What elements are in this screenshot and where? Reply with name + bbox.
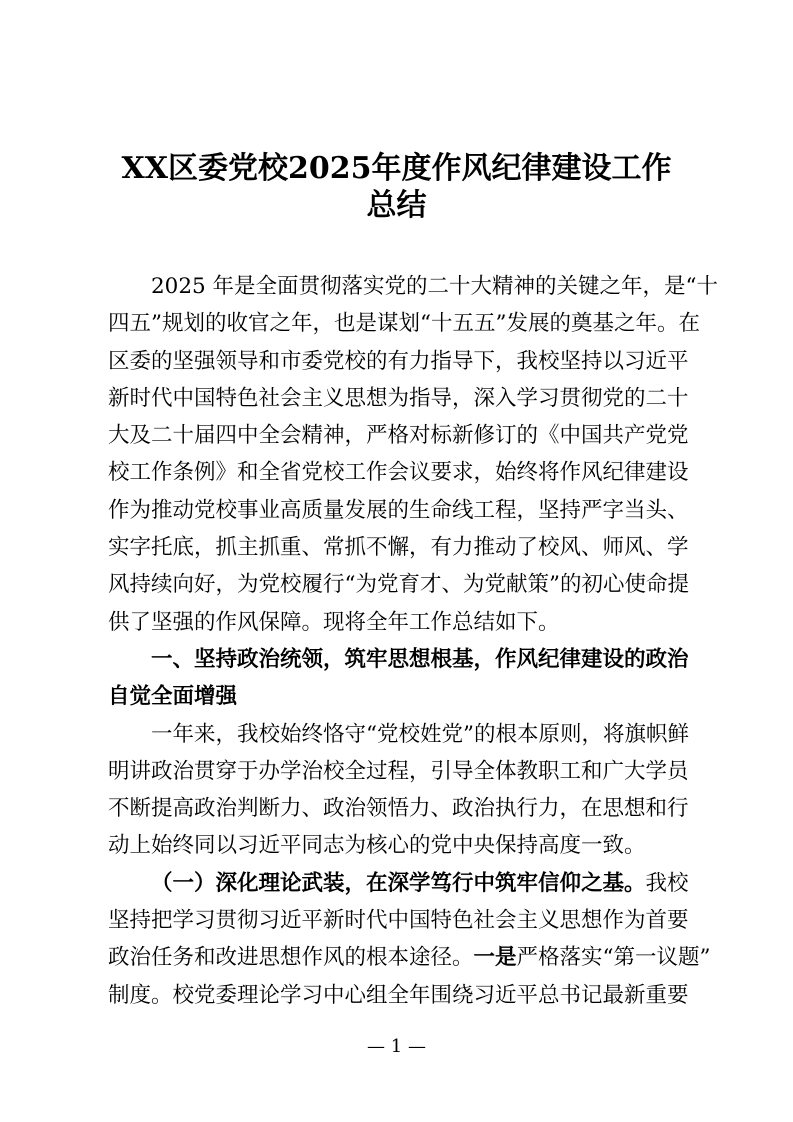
text-line [108,343,689,380]
document-body [108,268,719,1014]
text-segment: 动上始终同以习近平同志为核心的党中央保持高度一致。 [108,833,646,859]
bold-text: （一）深化理论武装，在深学笃行中筑牢信仰之基。 [151,870,646,896]
text-segment: 作为推动党校事业高质量发展的生命线工程，坚持严字当头、 [108,497,689,523]
text-line [108,268,719,305]
text-line [108,566,689,603]
bold-text: 一、坚持政治统领，筑牢思想根基，作风纪律建设的政治 [151,646,689,672]
text-segment: 严格落实“第一议题” [516,945,711,971]
text-segment: 大及二十届四中全会精神，严格对标新修订的《中国共产党党 [108,423,689,449]
text-line [108,902,689,939]
bold-text: 一是 [473,945,517,971]
bold-text: 自觉全面增强 [108,684,238,710]
text-line [108,380,689,417]
text-segment: 校工作条例》和全省党校工作会议要求，始终将作风纪律建设 [108,460,689,486]
text-line [108,529,689,566]
text-line [108,790,689,827]
text-segment: 区委的坚强领导和市委党校的有力指导下，我校坚持以习近平 [108,348,689,374]
text-segment: 政治任务和改进思想作风的根本途径。 [108,945,474,971]
paragraph [108,865,711,1014]
text-line [108,753,689,790]
title-line-1: XX区委党校2025年度作风纪律建设工作 [121,151,672,186]
text-segment: 供了坚强的作风保障。现将全年工作总结如下。 [108,609,560,635]
text-line [108,641,689,678]
title-line-2: 总结 [366,188,427,223]
text-line [108,305,700,342]
text-segment: 实字托底，抓主抓重、常抓不懈，有力推动了校风、师风、学 [108,535,689,561]
text-segment: 新时代中国特色社会主义思想为指导，深入学习贯彻党的二十 [108,385,689,411]
document-title [100,150,693,224]
text-line [108,865,689,902]
text-segment: 坚持把学习贯彻习近平新时代中国特色社会主义思想作为首要 [108,908,689,934]
text-line [108,604,686,641]
text-line [108,716,689,753]
paragraph [108,268,719,641]
page-number: — 1 — [367,1036,426,1057]
paragraph [108,716,689,865]
text-line [108,417,689,454]
text-line [108,977,689,1014]
text-line [108,939,711,976]
text-segment: 制度。校党委理论学习中心组全年围绕习近平总书记最新重要 [108,982,689,1008]
text-segment: 一年来，我校始终恪守“党校姓党”的根本原则，将旗帜鲜 [151,721,689,747]
text-segment: 明讲政治贯穿于办学治校全过程，引导全体教职工和广大学员 [108,758,689,784]
text-line [108,454,689,491]
text-segment: 四五”规划的收官之年，也是谋划“十五五”发展的奠基之年。在 [108,311,700,337]
text-segment: 风持续向好，为党校履行“为党育才、为党献策”的初心使命提 [108,572,689,598]
text-segment: 2025 年是全面贯彻落实党的二十大精神的关键之年，是“十 [151,274,719,299]
text-line [108,827,686,864]
text-segment: 我校 [645,870,689,896]
text-line [108,492,689,529]
text-line [108,678,686,715]
text-segment: 不断提高政治判断力、政治领悟力、政治执行力，在思想和行 [108,796,689,822]
section-heading [108,641,689,716]
